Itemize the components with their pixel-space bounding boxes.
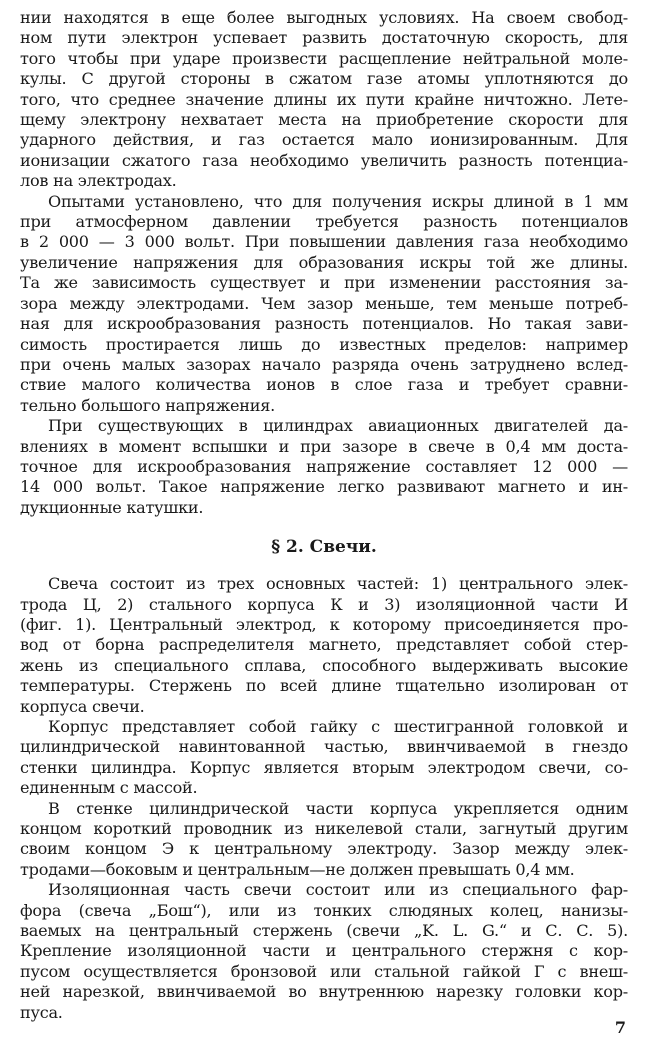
- paragraph: [20, 574, 628, 717]
- text-line: ном пути электрон успевает развить достаточную скорость, для: [20, 28, 628, 48]
- text-line: пусом осуществляется бронзовой или стальной гайкой Г с внеш-: [20, 961, 628, 981]
- section-heading: § 2. Свечи.: [271, 537, 377, 558]
- text-line: влениях в момент вспышки и при зазоре в свече в 0,4 мм доста-: [20, 436, 628, 456]
- text-block-after-heading: [20, 574, 628, 1023]
- text-line: ваемых на центральный стержень (свечи „K. L. G.“ и С. С. 5).: [20, 921, 628, 941]
- text-line: при очень малых зазорах начало разряда очень затруднено вслед-: [20, 354, 628, 374]
- paragraph: [20, 416, 628, 518]
- page-number: 7: [614, 1018, 626, 1037]
- text-line: ионизации сжатого газа необходимо увеличить разность потенциа-: [20, 150, 628, 170]
- text-line: щему электрону нехватает места на приобретение скорости для: [20, 110, 628, 130]
- text-line: трода Ц, 2) стального корпуса К и 3) изоляционной части И: [20, 594, 628, 614]
- text-line: лов на электродах.: [20, 171, 177, 191]
- text-line: При существующих в цилиндрах авиационных двигателей да-: [48, 416, 628, 436]
- text-line: единенным с массой.: [20, 778, 198, 798]
- text-block-before-heading: [20, 8, 628, 518]
- text-line: Изоляционная часть свечи состоит или из специального фар-: [48, 880, 628, 900]
- text-line: пуса.: [20, 1002, 63, 1022]
- text-line: ударного действия, и газ остается мало ионизированным. Для: [20, 130, 628, 150]
- text-line: Та же зависимость существует и при изменении расстояния за-: [20, 273, 628, 293]
- text-line: симость простирается лишь до известных пределов: например: [20, 334, 628, 354]
- text-line: температуры. Стержень по всей длине тщательно изолирован от: [20, 676, 628, 696]
- text-line: вод от борна распределителя магнето, представляет собой стер-: [20, 635, 628, 655]
- text-line: корпуса свечи.: [20, 696, 145, 716]
- text-line: дукционные катушки.: [20, 497, 204, 517]
- text-line: тродами—боковым и центральным—не должен превышать 0,4 мм.: [20, 859, 575, 879]
- text-line: Крепление изоляционной части и центрального стержня с кор-: [20, 941, 628, 961]
- text-line: тельно большого напряжения.: [20, 395, 276, 415]
- text-line: того чтобы при ударе произвести расщепление нейтральной моле-: [20, 48, 628, 68]
- text-line: в 2 000 — 3 000 вольт. При повышении давления газа необходимо: [20, 232, 628, 252]
- text-line: увеличение напряжения для образования искры той же длины.: [20, 252, 628, 272]
- text-line: 14 000 вольт. Такое напряжение легко развивают магнето и ин-: [20, 477, 628, 497]
- text-line: ней нарезкой, ввинчиваемой во внутреннюю нарезку головки кор-: [20, 982, 628, 1002]
- text-line: жень из специального сплава, способного выдерживать высокие: [20, 655, 628, 675]
- text-line: того, что среднее значение длины их пути крайне ничтожно. Лете-: [20, 89, 628, 109]
- text-line: концом короткий проводник из никелевой стали, загнутый другим: [20, 819, 628, 839]
- text-line: кулы. С другой стороны в сжатом газе атомы уплотняются до: [20, 69, 628, 89]
- paragraph: [20, 799, 628, 881]
- text-line: Корпус представляет собой гайку с шестигранной головкой и: [48, 717, 628, 736]
- text-line: зора между электродами. Чем зазор меньше, тем меньше потреб-: [20, 293, 628, 313]
- text-line: стенки цилиндра. Корпус является вторым электродом свечи, со-: [20, 757, 628, 777]
- paragraph: [20, 192, 628, 416]
- text-line: фора (свеча „Бош“), или из тонких слюдяных колец, нанизы-: [20, 900, 628, 920]
- text-line: при атмосферном давлении требуется разность потенциалов: [20, 212, 628, 232]
- text-line: Опытами установлено, что для получения искры длиной в 1 мм: [48, 191, 628, 211]
- paragraph: [20, 880, 628, 1023]
- paragraph: [20, 717, 628, 799]
- text-line: ная для искрообразования разность потенциалов. Но такая зави-: [20, 314, 628, 334]
- text-line: (фиг. 1). Центральный электрод, к которому присоединяется про-: [20, 614, 628, 634]
- text-line: В стенке цилиндрической части корпуса укрепляется одним: [48, 798, 628, 818]
- text-line: Свеча состоит из трех основных частей: 1) центрального элек-: [48, 574, 628, 594]
- text-line: ствие малого количества ионов в слое газа и требует сравни-: [20, 375, 628, 395]
- paragraph: [20, 8, 628, 192]
- text-line: точное для искрообразования напряжение составляет 12 000 —: [20, 456, 628, 476]
- text-line: своим концом Э к центральному электроду. Зазор между элек-: [20, 839, 628, 859]
- text-line: нии находятся в еще более выгодных условиях. На своем свобод-: [20, 8, 628, 27]
- text-line: цилиндрической навинтованной частью, ввинчиваемой в гнездо: [20, 737, 628, 757]
